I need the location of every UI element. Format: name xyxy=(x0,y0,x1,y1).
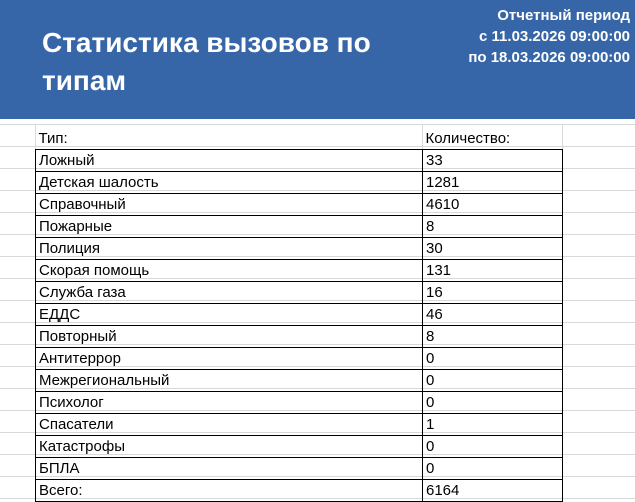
cell-type[interactable]: Служба газа xyxy=(36,281,423,303)
table-body xyxy=(36,149,563,501)
table-row xyxy=(36,281,563,303)
cell-count[interactable]: 8 xyxy=(423,215,563,237)
table-row xyxy=(36,435,563,457)
cell-count[interactable]: 1281 xyxy=(423,171,563,193)
cell-count[interactable]: 0 xyxy=(423,391,563,413)
cell-type[interactable]: ЕДДС xyxy=(36,303,423,325)
cell-type[interactable]: БПЛА xyxy=(36,457,423,479)
period-to: по 18.03.2026 09:00:00 xyxy=(468,49,630,66)
column-header-count[interactable]: Количество: xyxy=(423,127,563,149)
cell-count[interactable]: 4610 xyxy=(423,193,563,215)
cell-count[interactable]: 33 xyxy=(423,149,563,171)
spreadsheet-grid xyxy=(0,124,635,502)
table-row xyxy=(36,347,563,369)
cell-count[interactable]: 1 xyxy=(423,413,563,435)
table-row xyxy=(36,193,563,215)
column-header-type[interactable]: Тип: xyxy=(36,127,423,149)
table-row xyxy=(36,259,563,281)
table-row xyxy=(36,457,563,479)
table-row xyxy=(36,303,563,325)
table-row xyxy=(36,171,563,193)
table-row xyxy=(36,413,563,435)
cell-type[interactable]: Всего: xyxy=(36,479,423,501)
cell-count[interactable]: 8 xyxy=(423,325,563,347)
period-from: с 11.03.2026 09:00:00 xyxy=(479,28,630,45)
cell-type[interactable]: Скорая помощь xyxy=(36,259,423,281)
cell-count[interactable]: 46 xyxy=(423,303,563,325)
table-row xyxy=(36,215,563,237)
table-row xyxy=(36,369,563,391)
cell-count[interactable]: 131 xyxy=(423,259,563,281)
table-row xyxy=(36,149,563,171)
cell-count[interactable]: 6164 xyxy=(423,479,563,501)
cell-type[interactable]: Ложный xyxy=(36,149,423,171)
period-label: Отчетный период xyxy=(497,7,630,24)
call-stats-table xyxy=(35,127,563,502)
cell-type[interactable]: Антитеррор xyxy=(36,347,423,369)
cell-count[interactable]: 0 xyxy=(423,369,563,391)
cell-type[interactable]: Детская шалость xyxy=(36,171,423,193)
table-row xyxy=(36,391,563,413)
cell-count[interactable]: 0 xyxy=(423,435,563,457)
table-row xyxy=(36,237,563,259)
cell-type[interactable]: Справочный xyxy=(36,193,423,215)
cell-type[interactable]: Пожарные xyxy=(36,215,423,237)
cell-type[interactable]: Психолог xyxy=(36,391,423,413)
cell-type[interactable]: Межрегиональный xyxy=(36,369,423,391)
table-total-row xyxy=(36,479,563,501)
cell-count[interactable]: 0 xyxy=(423,347,563,369)
report-period xyxy=(468,5,630,68)
cell-type[interactable]: Полиция xyxy=(36,237,423,259)
cell-count[interactable]: 30 xyxy=(423,237,563,259)
cell-count[interactable]: 0 xyxy=(423,457,563,479)
cell-type[interactable]: Спасатели xyxy=(36,413,423,435)
table-header-row xyxy=(36,127,563,149)
cell-type[interactable]: Катастрофы xyxy=(36,435,423,457)
report-header xyxy=(0,0,635,119)
cell-count[interactable]: 16 xyxy=(423,281,563,303)
table-row xyxy=(36,325,563,347)
cell-type[interactable]: Повторный xyxy=(36,325,423,347)
report-title: Статистика вызовов по типам xyxy=(42,27,371,96)
